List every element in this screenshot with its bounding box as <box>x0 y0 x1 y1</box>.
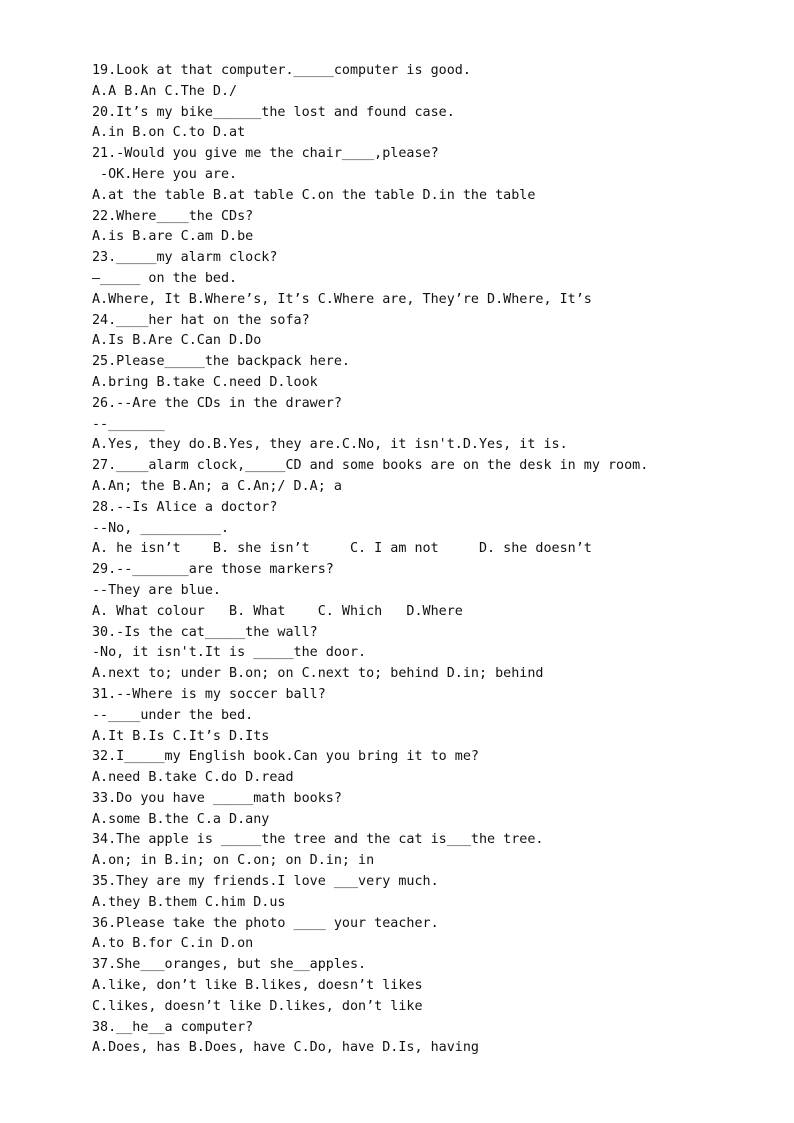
options-19: A.A B.An C.The D./ <box>92 83 238 99</box>
options-30: A.next to; under B.on; on C.next to; behind D.in; behind <box>92 666 544 682</box>
question-23-reply: —_____ on the bed. <box>92 270 238 286</box>
question-38: 38.__he__a computer? <box>92 1019 254 1035</box>
options-34: A.on; in B.in; on C.on; on D.in; in <box>92 853 375 869</box>
options-22: A.is B.are C.am D.be <box>92 229 254 245</box>
question-30: 30.-Is the cat_____the wall? <box>92 624 318 640</box>
options-32: A.need B.take C.do D.read <box>92 770 294 786</box>
question-27: 27.____alarm clock,_____CD and some books are on the desk in my room. <box>92 458 649 474</box>
options-28: A. he isn’t B. she isn’t C. I am not D. she doesn’t <box>92 541 592 557</box>
options-31: A.It B.Is C.It’s D.Its <box>92 728 270 744</box>
options-35: A.they B.them C.him D.us <box>92 894 286 910</box>
question-31: 31.--Where is my soccer ball? <box>92 686 326 702</box>
question-23: 23._____my alarm clock? <box>92 250 278 266</box>
question-32: 32.I_____my English book.Can you bring it to me? <box>92 749 479 765</box>
options-38: A.Does, has B.Does, have C.Do, have D.Is, having <box>92 1040 479 1056</box>
question-29-reply: --They are blue. <box>92 582 221 598</box>
options-24: A.Is B.Are C.Can D.Do <box>92 333 262 349</box>
question-20: 20.It’s my bike______the lost and found case. <box>92 104 455 120</box>
options-33: A.some B.the C.a D.any <box>92 811 270 827</box>
question-24: 24.____her hat on the sofa? <box>92 312 310 328</box>
question-21: 21.-Would you give me the chair____,please? <box>92 146 439 162</box>
question-26-reply: --_______ <box>92 416 165 432</box>
question-30-reply: -No, it isn't.It is _____the door. <box>92 645 367 661</box>
question-33: 33.Do you have _____math books? <box>92 790 342 806</box>
worksheet-page <box>92 61 772 1059</box>
options-37-ab: A.like, don’t like B.likes, doesn’t likes <box>92 978 423 994</box>
question-35: 35.They are my friends.I love ___very much. <box>92 874 439 890</box>
question-28-reply: --No, __________. <box>92 520 230 536</box>
options-20: A.in B.on C.to D.at <box>92 125 246 141</box>
options-37-cd: C.likes, doesn’t like D.likes, don’t like <box>92 998 423 1014</box>
question-36: 36.Please take the photo ____ your teacher. <box>92 915 439 931</box>
question-25: 25.Please_____the backpack here. <box>92 354 350 370</box>
options-27: A.An; the B.An; a C.An;/ D.A; a <box>92 478 342 494</box>
question-34: 34.The apple is _____the tree and the cat is___the tree. <box>92 832 544 848</box>
question-28: 28.--Is Alice a doctor? <box>92 499 278 515</box>
question-31-reply: --____under the bed. <box>92 707 254 723</box>
options-23: A.Where, It B.Where’s, It’s C.Where are, They’re D.Where, It’s <box>92 291 592 307</box>
options-25: A.bring B.take C.need D.look <box>92 374 318 390</box>
question-29: 29.--_______are those markers? <box>92 562 334 578</box>
options-21: A.at the table B.at table C.on the table D.in the table <box>92 187 536 203</box>
question-37: 37.She___oranges, but she__apples. <box>92 957 367 973</box>
options-29: A. What colour B. What C. Which D.Where <box>92 603 463 619</box>
options-36: A.to B.for C.in D.on <box>92 936 254 952</box>
question-19: 19.Look at that computer._____computer is good. <box>92 63 471 78</box>
question-22: 22.Where____the CDs? <box>92 208 254 224</box>
question-21-reply: -OK.Here you are. <box>92 166 238 182</box>
options-26: A.Yes, they do.B.Yes, they are.C.No, it isn't.D.Yes, it is. <box>92 437 568 453</box>
question-26: 26.--Are the CDs in the drawer? <box>92 395 342 411</box>
